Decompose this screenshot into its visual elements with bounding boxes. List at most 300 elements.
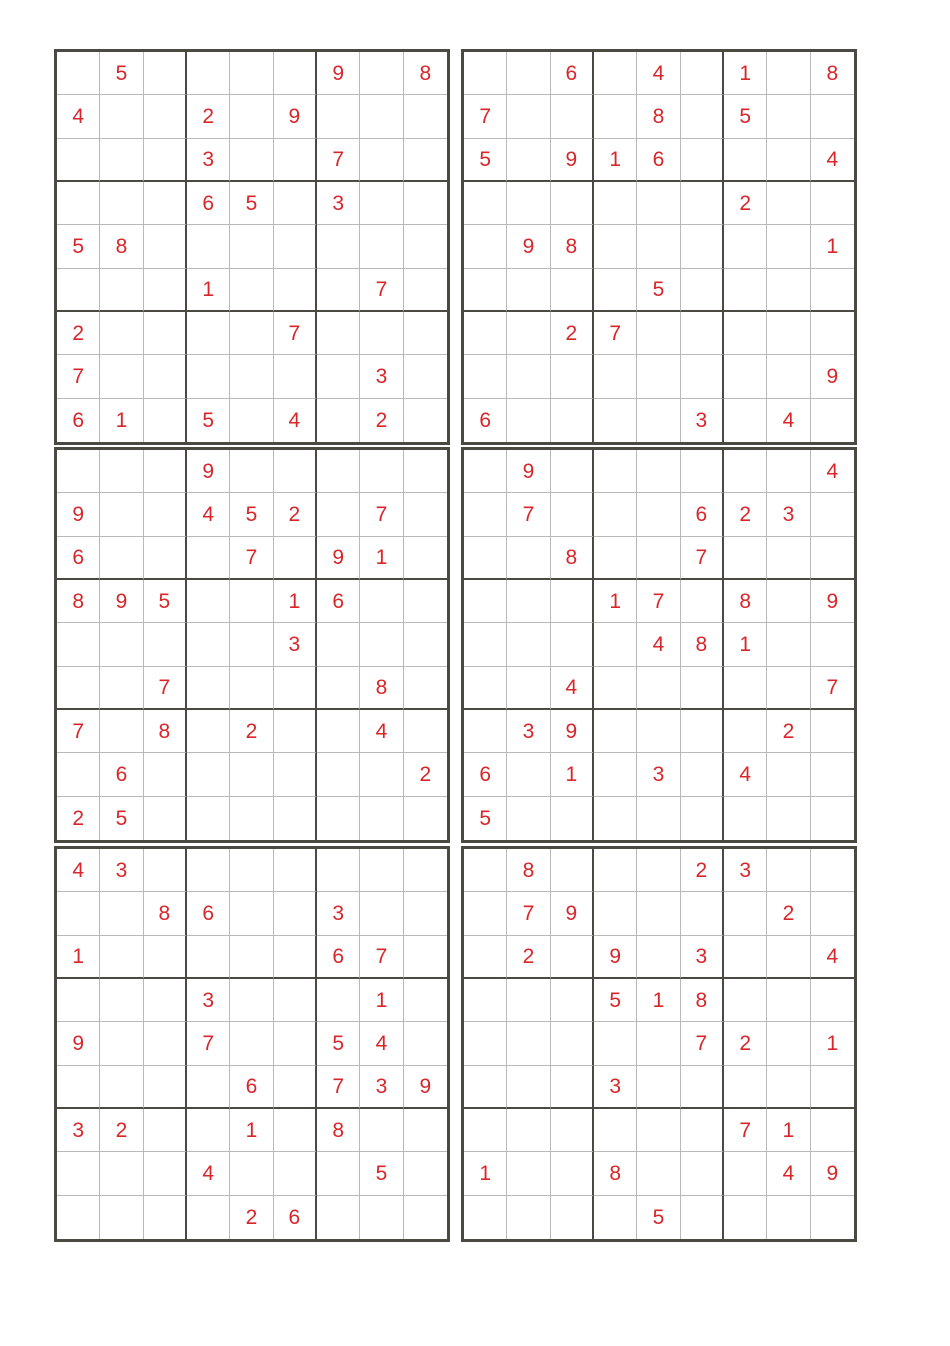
sudoku-cell: 8: [637, 95, 680, 138]
sudoku-cell: [637, 936, 680, 979]
sudoku-cell: 8: [144, 710, 187, 753]
sudoku-cell: 1: [637, 979, 680, 1022]
sudoku-cell: [811, 95, 854, 138]
sudoku-cell: [724, 1066, 767, 1109]
sudoku-cell: 1: [724, 623, 767, 666]
sudoku-cell: [507, 52, 550, 95]
sudoku-cell: [681, 1152, 724, 1195]
sudoku-cell: 2: [767, 892, 810, 935]
sudoku-cell: [464, 580, 507, 623]
sudoku-cell: [551, 399, 594, 442]
sudoku-cell: [57, 139, 100, 182]
sudoku-cell: [507, 1109, 550, 1152]
sudoku-cell: [464, 182, 507, 225]
sudoku-cell: [404, 849, 447, 892]
sudoku-cell: [230, 580, 273, 623]
sudoku-cell: 4: [360, 1022, 403, 1065]
sudoku-cell: [317, 849, 360, 892]
sudoku-cell: [681, 139, 724, 182]
sudoku-cell: 2: [360, 399, 403, 442]
sudoku-cell: [274, 797, 317, 840]
sudoku-cell: [724, 710, 767, 753]
sudoku-cell: 5: [144, 580, 187, 623]
sudoku-cell: 5: [360, 1152, 403, 1195]
sudoku-cell: [507, 182, 550, 225]
sudoku-cell: 3: [594, 1066, 637, 1109]
sudoku-cell: [317, 979, 360, 1022]
sudoku-cell: [637, 225, 680, 268]
sudoku-cell: [594, 710, 637, 753]
sudoku-cell: [274, 936, 317, 979]
sudoku-cell: [507, 1022, 550, 1065]
sudoku-cell: [594, 753, 637, 796]
sudoku-cell: [230, 797, 273, 840]
sudoku-cell: [464, 936, 507, 979]
sudoku-cell: [100, 623, 143, 666]
sudoku-cell: 7: [464, 95, 507, 138]
sudoku-cell: [507, 312, 550, 355]
sudoku-cell: 4: [724, 753, 767, 796]
sudoku-cell: 1: [57, 936, 100, 979]
sudoku-cell: [811, 797, 854, 840]
sudoku-cell: [507, 95, 550, 138]
sudoku-cell: [144, 355, 187, 398]
sudoku-cell: [100, 1152, 143, 1195]
sudoku-cell: [594, 269, 637, 312]
sudoku-cell: [100, 710, 143, 753]
sudoku-cell: [317, 450, 360, 493]
sudoku-cell: [144, 623, 187, 666]
sudoku-cell: [637, 312, 680, 355]
sudoku-cell: 7: [274, 312, 317, 355]
sudoku-cell: 5: [464, 797, 507, 840]
sudoku-cell: 5: [637, 1196, 680, 1239]
sudoku-cell: 1: [360, 537, 403, 580]
sudoku-cell: [594, 1022, 637, 1065]
sudoku-cell: [404, 892, 447, 935]
sudoku-cell: [317, 312, 360, 355]
sudoku-cell: [681, 95, 724, 138]
sudoku-cell: 7: [681, 1022, 724, 1065]
sudoku-cell: [317, 753, 360, 796]
sudoku-cell: [724, 892, 767, 935]
sudoku-cell: [464, 1109, 507, 1152]
sudoku-cell: [767, 355, 810, 398]
sudoku-cell: [464, 537, 507, 580]
sudoku-cell: [551, 580, 594, 623]
sudoku-cell: [404, 710, 447, 753]
sudoku-cell: 4: [811, 139, 854, 182]
sudoku-cell: 2: [230, 1196, 273, 1239]
sudoku-cell: [811, 623, 854, 666]
sudoku-cell: [230, 95, 273, 138]
sudoku-cell: 6: [317, 936, 360, 979]
sudoku-cell: [811, 399, 854, 442]
sudoku-cell: [57, 979, 100, 1022]
sudoku-cell: [767, 667, 810, 710]
sudoku-cell: 2: [507, 936, 550, 979]
sudoku-cell: [360, 95, 403, 138]
sudoku-cell: 7: [230, 537, 273, 580]
sudoku-cell: [637, 355, 680, 398]
sudoku-cell: [594, 537, 637, 580]
sudoku-cell: [274, 537, 317, 580]
sudoku-cell: 3: [767, 493, 810, 536]
sudoku-cell: [594, 1109, 637, 1152]
sudoku-cell: [594, 225, 637, 268]
sudoku-cell: [187, 580, 230, 623]
sudoku-cell: [507, 623, 550, 666]
sudoku-cell: [144, 1022, 187, 1065]
sudoku-cell: [274, 849, 317, 892]
sudoku-cell: [811, 493, 854, 536]
sudoku-cell: [464, 892, 507, 935]
sudoku-cell: [767, 580, 810, 623]
sudoku-cell: [404, 182, 447, 225]
sudoku-cell: [404, 1109, 447, 1152]
sudoku-cell: 6: [187, 892, 230, 935]
sudoku-cell: [637, 710, 680, 753]
sudoku-cell: [187, 1066, 230, 1109]
sudoku-cell: [551, 1066, 594, 1109]
sudoku-cell: 8: [404, 52, 447, 95]
sudoku-cell: 3: [724, 849, 767, 892]
sudoku-cell: [317, 1196, 360, 1239]
sudoku-cell: 3: [274, 623, 317, 666]
sudoku-cell: 5: [100, 52, 143, 95]
sudoku-cell: [724, 936, 767, 979]
sudoku-cell: [100, 1022, 143, 1065]
sudoku-cell: [360, 623, 403, 666]
sudoku-cell: [637, 1066, 680, 1109]
sudoku-cell: [594, 493, 637, 536]
sudoku-cell: [464, 225, 507, 268]
sudoku-cell: 8: [507, 849, 550, 892]
sudoku-cell: 9: [594, 936, 637, 979]
sudoku-cell: [681, 182, 724, 225]
sudoku-cell: [551, 623, 594, 666]
sudoku-cell: 9: [404, 1066, 447, 1109]
sudoku-cell: [100, 269, 143, 312]
sudoku-cell: 9: [317, 52, 360, 95]
sudoku-cell: 7: [57, 710, 100, 753]
sudoku-cell: [767, 182, 810, 225]
sudoku-cell: [230, 1022, 273, 1065]
sudoku-cell: [230, 355, 273, 398]
sudoku-cell: [767, 623, 810, 666]
sudoku-cell: [507, 399, 550, 442]
sudoku-cell: [144, 269, 187, 312]
sudoku-cell: [144, 1152, 187, 1195]
sudoku-cell: [507, 797, 550, 840]
sudoku-cell: [144, 979, 187, 1022]
sudoku-grid-1: [54, 49, 450, 445]
sudoku-cell: [507, 1152, 550, 1195]
sudoku-cell: 1: [230, 1109, 273, 1152]
sudoku-cell: [404, 580, 447, 623]
sudoku-cell: [551, 1196, 594, 1239]
sudoku-cell: 8: [681, 979, 724, 1022]
sudoku-cell: [681, 1066, 724, 1109]
sudoku-cell: [767, 797, 810, 840]
sudoku-cell: [360, 450, 403, 493]
sudoku-cell: [230, 52, 273, 95]
sudoku-cell: [404, 355, 447, 398]
sudoku-cell: [144, 936, 187, 979]
sudoku-cell: [507, 1066, 550, 1109]
sudoku-cell: [724, 450, 767, 493]
sudoku-cell: 5: [187, 399, 230, 442]
sudoku-cell: [317, 493, 360, 536]
sudoku-cell: [681, 667, 724, 710]
sudoku-cell: [100, 537, 143, 580]
sudoku-cell: [144, 182, 187, 225]
sudoku-cell: 8: [594, 1152, 637, 1195]
sudoku-cell: [57, 1196, 100, 1239]
sudoku-cell: [681, 312, 724, 355]
sudoku-cell: [464, 710, 507, 753]
sudoku-cell: [230, 139, 273, 182]
sudoku-cell: [317, 667, 360, 710]
sudoku-cell: [230, 623, 273, 666]
sudoku-cell: [57, 52, 100, 95]
sudoku-cell: 3: [360, 1066, 403, 1109]
sudoku-cell: 2: [57, 797, 100, 840]
sudoku-cell: [144, 1196, 187, 1239]
sudoku-cell: [551, 1022, 594, 1065]
sudoku-cell: [464, 52, 507, 95]
sudoku-cell: [144, 225, 187, 268]
sudoku-cell: [681, 1109, 724, 1152]
sudoku-cell: 9: [274, 95, 317, 138]
sudoku-cell: 9: [551, 139, 594, 182]
sudoku-cell: 3: [360, 355, 403, 398]
sudoku-cell: [404, 1152, 447, 1195]
sudoku-cell: [637, 182, 680, 225]
sudoku-cell: 7: [724, 1109, 767, 1152]
sudoku-cell: [100, 979, 143, 1022]
sudoku-cell: 1: [767, 1109, 810, 1152]
sudoku-cell: [724, 399, 767, 442]
sudoku-cell: [100, 936, 143, 979]
sudoku-cell: [100, 182, 143, 225]
sudoku-cell: [360, 1196, 403, 1239]
sudoku-cell: 9: [100, 580, 143, 623]
sudoku-cell: 7: [507, 493, 550, 536]
sudoku-cell: 7: [57, 355, 100, 398]
sudoku-cell: [811, 849, 854, 892]
sudoku-cell: [144, 399, 187, 442]
sudoku-cell: [551, 95, 594, 138]
sudoku-cell: 4: [637, 52, 680, 95]
sudoku-cell: [57, 753, 100, 796]
sudoku-cell: [100, 355, 143, 398]
sudoku-cell: [637, 1022, 680, 1065]
sudoku-cell: [767, 1066, 810, 1109]
sudoku-cell: [187, 710, 230, 753]
sudoku-cell: [767, 936, 810, 979]
sudoku-cell: [360, 52, 403, 95]
sudoku-cell: 8: [811, 52, 854, 95]
sudoku-cell: 6: [464, 399, 507, 442]
sudoku-cell: [724, 312, 767, 355]
sudoku-cell: [681, 225, 724, 268]
sudoku-cell: [551, 450, 594, 493]
sudoku-cell: [551, 797, 594, 840]
sudoku-cell: [464, 1196, 507, 1239]
sudoku-cell: [507, 753, 550, 796]
sudoku-cell: [551, 355, 594, 398]
sudoku-cell: [274, 710, 317, 753]
sudoku-cell: [724, 139, 767, 182]
sudoku-cell: [360, 225, 403, 268]
sudoku-cell: 4: [767, 399, 810, 442]
sudoku-cell: 3: [317, 182, 360, 225]
sudoku-cell: 7: [360, 936, 403, 979]
sudoku-cell: 1: [274, 580, 317, 623]
sudoku-cell: [637, 1109, 680, 1152]
sudoku-cell: [767, 753, 810, 796]
sudoku-cell: [404, 623, 447, 666]
sudoku-cell: [767, 979, 810, 1022]
sudoku-cell: [811, 1066, 854, 1109]
sudoku-cell: 1: [464, 1152, 507, 1195]
sudoku-cell: [317, 399, 360, 442]
sudoku-cell: [274, 269, 317, 312]
sudoku-cell: [100, 1196, 143, 1239]
sudoku-cell: [230, 312, 273, 355]
sudoku-cell: 5: [464, 139, 507, 182]
sudoku-cell: [681, 797, 724, 840]
sudoku-cell: 8: [317, 1109, 360, 1152]
sudoku-cell: [144, 493, 187, 536]
sudoku-cell: 8: [551, 225, 594, 268]
sudoku-cell: 4: [767, 1152, 810, 1195]
sudoku-cell: [811, 892, 854, 935]
sudoku-cell: [57, 623, 100, 666]
sudoku-cell: 4: [360, 710, 403, 753]
sudoku-cell: [594, 355, 637, 398]
sudoku-cell: [274, 1022, 317, 1065]
sudoku-cell: [681, 269, 724, 312]
sudoku-cell: [187, 355, 230, 398]
sudoku-cell: [230, 892, 273, 935]
sudoku-cell: [594, 667, 637, 710]
sudoku-cell: [551, 493, 594, 536]
sudoku-cell: 8: [57, 580, 100, 623]
sudoku-cell: [360, 797, 403, 840]
sudoku-cell: [144, 797, 187, 840]
sudoku-cell: [404, 225, 447, 268]
sudoku-cell: [637, 537, 680, 580]
sudoku-cell: [230, 849, 273, 892]
sudoku-cell: [404, 797, 447, 840]
sudoku-cell: 5: [594, 979, 637, 1022]
sudoku-cell: [144, 1109, 187, 1152]
sudoku-cell: [724, 355, 767, 398]
sudoku-cell: [637, 797, 680, 840]
sudoku-cell: 1: [724, 52, 767, 95]
sudoku-cell: 6: [230, 1066, 273, 1109]
sudoku-cell: 7: [187, 1022, 230, 1065]
sudoku-cell: [100, 95, 143, 138]
sudoku-cell: [464, 979, 507, 1022]
sudoku-cell: [594, 849, 637, 892]
sudoku-cell: 2: [767, 710, 810, 753]
sudoku-cell: [724, 537, 767, 580]
sudoku-cell: [274, 1152, 317, 1195]
sudoku-cell: [144, 450, 187, 493]
sudoku-cell: [404, 139, 447, 182]
sudoku-cell: [57, 450, 100, 493]
sudoku-cell: [274, 52, 317, 95]
sudoku-cell: 8: [100, 225, 143, 268]
sudoku-cell: [551, 1109, 594, 1152]
sudoku-cell: [57, 182, 100, 225]
sudoku-cell: 9: [187, 450, 230, 493]
sudoku-cell: [681, 580, 724, 623]
sudoku-cell: [317, 355, 360, 398]
sudoku-cell: 6: [681, 493, 724, 536]
sudoku-cell: 6: [100, 753, 143, 796]
sudoku-cell: [724, 225, 767, 268]
sudoku-cell: [404, 312, 447, 355]
sudoku-cell: 2: [187, 95, 230, 138]
sudoku-cell: 1: [811, 1022, 854, 1065]
sudoku-cell: 2: [404, 753, 447, 796]
sudoku-cell: [767, 52, 810, 95]
sudoku-cell: [404, 936, 447, 979]
sudoku-cell: [100, 1066, 143, 1109]
sudoku-cell: [767, 450, 810, 493]
sudoku-cell: [230, 269, 273, 312]
sudoku-cell: [767, 225, 810, 268]
sudoku-cell: [187, 225, 230, 268]
sudoku-cell: [767, 1196, 810, 1239]
sudoku-cell: [464, 450, 507, 493]
sudoku-cell: 6: [274, 1196, 317, 1239]
sudoku-cell: [594, 182, 637, 225]
sudoku-cell: 7: [144, 667, 187, 710]
sudoku-cell: [100, 450, 143, 493]
sudoku-cell: [187, 1196, 230, 1239]
sudoku-cell: [230, 1152, 273, 1195]
sudoku-cell: 5: [637, 269, 680, 312]
sudoku-cell: 4: [57, 95, 100, 138]
sudoku-cell: [274, 182, 317, 225]
sudoku-cell: 9: [507, 450, 550, 493]
sudoku-cell: 3: [637, 753, 680, 796]
sudoku-cell: [811, 979, 854, 1022]
sudoku-cell: [767, 95, 810, 138]
sudoku-cell: [811, 182, 854, 225]
sudoku-grid-2: [461, 49, 857, 445]
sudoku-cell: 5: [230, 493, 273, 536]
sudoku-cell: 2: [551, 312, 594, 355]
sudoku-cell: 4: [551, 667, 594, 710]
sudoku-cell: [637, 892, 680, 935]
sudoku-cell: 7: [317, 1066, 360, 1109]
sudoku-cell: 9: [551, 710, 594, 753]
sudoku-cell: 2: [724, 182, 767, 225]
sudoku-cell: 9: [57, 1022, 100, 1065]
sudoku-cell: [274, 667, 317, 710]
sudoku-cell: [507, 580, 550, 623]
sudoku-cell: [724, 979, 767, 1022]
sudoku-cell: [464, 355, 507, 398]
sudoku-cell: [404, 493, 447, 536]
sudoku-cell: [57, 269, 100, 312]
